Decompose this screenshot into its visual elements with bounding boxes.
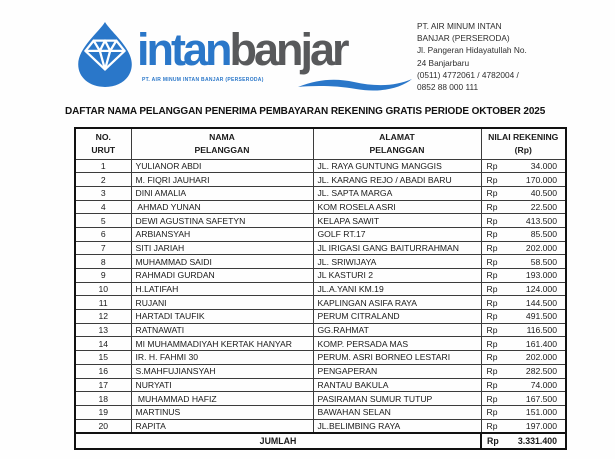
row-customer-address: BAWAHAN SELAN <box>313 405 481 419</box>
row-number: 7 <box>75 241 131 255</box>
row-customer-address: JL. RAYA GUNTUNG MANGGIS <box>313 159 481 173</box>
row-customer-address: JL KASTURI 2 <box>313 269 481 283</box>
table-header-row <box>75 128 566 159</box>
row-bill-value <box>481 200 566 214</box>
header-line: NAMA <box>209 131 235 142</box>
header-nilai-rekening <box>481 128 566 159</box>
row-number: 2 <box>75 173 131 187</box>
row-customer-address: KOMP. PERSADA MAS <box>313 337 481 351</box>
header-line: PELANGGAN <box>369 144 425 155</box>
row-customer-name: SITI JARIAH <box>131 241 313 255</box>
row-amount: 413.500 <box>525 215 557 226</box>
row-bill-value <box>481 159 566 173</box>
row-customer-name: DEWI AGUSTINA SAFETYN <box>131 214 313 228</box>
contact-line: 0852 88 000 111 <box>417 82 479 93</box>
row-bill-value <box>481 214 566 228</box>
row-currency: Rp <box>486 188 498 199</box>
row-customer-name: RATNAWATI <box>131 323 313 337</box>
row-currency: Rp <box>486 325 498 336</box>
row-customer-name: MUHAMMAD SAIDI <box>131 255 313 269</box>
row-bill-value <box>481 269 566 283</box>
row-customer-name: HARTADI TAUFIK <box>131 310 313 324</box>
total-amount: 3.331.400 <box>517 435 557 446</box>
row-currency: Rp <box>486 174 498 185</box>
row-customer-name: MI MUHAMMADIYAH KERTAK HANYAR <box>131 337 313 351</box>
customer-table <box>74 127 567 450</box>
row-currency: Rp <box>486 160 498 171</box>
row-number: 14 <box>75 337 131 351</box>
table-row <box>75 214 566 228</box>
row-amount: 34.000 <box>530 160 557 171</box>
row-amount: 491.500 <box>525 311 557 322</box>
row-currency: Rp <box>486 297 498 308</box>
row-number: 15 <box>75 351 131 365</box>
company-contact-block <box>417 20 602 93</box>
table-row <box>75 255 566 269</box>
row-currency: Rp <box>486 338 498 349</box>
row-amount: 124.000 <box>525 284 557 295</box>
row-customer-name: RAHMADI GURDAN <box>131 269 313 283</box>
row-customer-address: JL IRIGASI GANG BAITURRAHMAN <box>313 241 481 255</box>
row-number: 18 <box>75 392 131 406</box>
row-amount: 85.500 <box>530 229 557 240</box>
total-row <box>75 433 566 449</box>
table-row <box>75 241 566 255</box>
row-currency: Rp <box>486 379 498 390</box>
row-amount: 74.000 <box>530 379 557 390</box>
header-line: URUT <box>91 144 116 155</box>
row-customer-address: GG.RAHMAT <box>313 323 481 337</box>
row-customer-address: KELAPA SAWIT <box>313 214 481 228</box>
row-customer-address: GOLF RT.17 <box>313 227 481 241</box>
row-customer-address: KAPLINGAN ASIFA RAYA <box>313 296 481 310</box>
row-customer-name: IR. H. FAHMI 30 <box>131 351 313 365</box>
contact-line: (0511) 4772061 / 4782004 / <box>417 69 519 80</box>
wave-swoosh-icon <box>296 76 414 92</box>
row-amount: 202.000 <box>525 352 557 363</box>
table-row <box>75 200 566 214</box>
row-amount: 22.500 <box>530 201 557 212</box>
row-number: 6 <box>75 227 131 241</box>
row-customer-address: RANTAU BAKULA <box>313 378 481 392</box>
header-line: ALAMAT <box>379 131 415 142</box>
row-amount: 193.000 <box>525 270 557 281</box>
row-amount: 116.500 <box>526 325 557 336</box>
row-customer-name: RUJANI <box>131 296 313 310</box>
row-number: 5 <box>75 214 131 228</box>
header-line: NO. <box>95 131 111 142</box>
logo-wordmark <box>137 24 347 75</box>
row-bill-value <box>481 419 566 433</box>
row-currency: Rp <box>486 311 498 322</box>
water-drop-diamond-icon <box>72 20 138 88</box>
contact-line: BANJAR (PERSERODA) <box>417 33 510 44</box>
logo-tagline: PT. AIR MINUM INTAN BANJAR (PERSERODA) <box>142 77 264 83</box>
row-bill-value <box>481 378 566 392</box>
logo-word-banjar: banjar <box>229 24 347 75</box>
row-customer-name: DINI AMALIA <box>131 186 313 200</box>
row-currency: Rp <box>486 201 498 212</box>
total-label: JUMLAH <box>75 433 481 449</box>
row-number: 3 <box>75 186 131 200</box>
row-bill-value <box>481 282 566 296</box>
row-amount: 202.000 <box>525 242 557 253</box>
row-number: 16 <box>75 364 131 378</box>
row-customer-name: ARBIANSYAH <box>131 227 313 241</box>
contact-line: 24 Banjarbaru <box>417 57 470 68</box>
row-amount: 167.500 <box>525 393 557 404</box>
row-number: 9 <box>75 269 131 283</box>
table-row <box>75 159 566 173</box>
table-row <box>75 419 566 433</box>
row-amount: 151.000 <box>525 407 557 418</box>
row-number: 19 <box>75 405 131 419</box>
row-currency: Rp <box>486 407 498 418</box>
row-currency: Rp <box>486 393 498 404</box>
table-row <box>75 310 566 324</box>
row-number: 17 <box>75 378 131 392</box>
row-currency: Rp <box>486 420 498 431</box>
table-row <box>75 296 566 310</box>
row-customer-name: YULIANOR ABDI <box>131 159 313 173</box>
table-row <box>75 186 566 200</box>
header-line: PELANGGAN <box>194 144 250 155</box>
row-amount: 161.400 <box>525 338 557 349</box>
row-customer-name: MARTINUS <box>131 405 313 419</box>
row-amount: 40.500 <box>530 188 557 199</box>
row-amount: 58.500 <box>530 256 557 267</box>
row-customer-name: NURYATI <box>131 378 313 392</box>
table-row <box>75 269 566 283</box>
row-bill-value <box>481 364 566 378</box>
row-number: 1 <box>75 159 131 173</box>
row-customer-address: JL.A.YANI KM.19 <box>313 282 481 296</box>
row-currency: Rp <box>486 242 498 253</box>
row-currency: Rp <box>486 352 498 363</box>
row-number: 20 <box>75 419 131 433</box>
row-customer-address: JL.BELIMBING RAYA <box>313 419 481 433</box>
table-row <box>75 337 566 351</box>
table-row <box>75 323 566 337</box>
row-customer-address: JL. SAPTA MARGA <box>313 186 481 200</box>
row-bill-value <box>481 255 566 269</box>
row-number: 10 <box>75 282 131 296</box>
row-bill-value <box>481 227 566 241</box>
row-number: 12 <box>75 310 131 324</box>
row-customer-name: S.MAHFUJIANSYAH <box>131 364 313 378</box>
contact-line: PT. AIR MINUM INTAN <box>417 21 502 31</box>
total-currency: Rp <box>487 435 499 446</box>
row-customer-name: RAPITA <box>131 419 313 433</box>
row-currency: Rp <box>486 366 498 377</box>
row-currency: Rp <box>486 256 498 267</box>
row-number: 11 <box>75 296 131 310</box>
row-customer-address: PERUM CITRALAND <box>313 310 481 324</box>
row-bill-value <box>481 351 566 365</box>
row-customer-address: PERUM. ASRI BORNEO LESTARI <box>313 351 481 365</box>
logo-word-intan: intan <box>137 24 230 75</box>
row-customer-address: KOM ROSELA ASRI <box>313 200 481 214</box>
total-value-cell <box>481 433 566 449</box>
row-currency: Rp <box>486 284 498 295</box>
row-customer-address: JL. KARANG REJO / ABADI BARU <box>313 173 481 187</box>
row-bill-value <box>481 310 566 324</box>
row-amount: 282.500 <box>525 366 557 377</box>
row-customer-name: MUHAMMAD HAFIZ <box>131 392 313 406</box>
row-bill-value <box>481 405 566 419</box>
table-row <box>75 173 566 187</box>
document-title: DAFTAR NAMA PELANGGAN PENERIMA PEMBAYARAN REKENING GRATIS PERIODE OKTOBER 2025 <box>65 106 546 117</box>
row-currency: Rp <box>486 215 498 226</box>
row-bill-value <box>481 173 566 187</box>
header-line: (Rp) <box>514 144 532 155</box>
row-customer-name: M. FIQRI JAUHARI <box>131 173 313 187</box>
row-bill-value <box>481 186 566 200</box>
header-alamat-pelanggan <box>313 128 481 159</box>
row-customer-address: PENGAPERAN <box>313 364 481 378</box>
header-line: NILAI REKENING <box>488 131 559 142</box>
row-customer-address: PASIRAMAN SUMUR TUTUP <box>313 392 481 406</box>
row-amount: 144.500 <box>525 297 557 308</box>
row-number: 4 <box>75 200 131 214</box>
row-customer-name: AHMAD YUNAN <box>131 200 313 214</box>
row-customer-address: JL. SRIWIJAYA <box>313 255 481 269</box>
row-number: 13 <box>75 323 131 337</box>
table-row <box>75 392 566 406</box>
row-bill-value <box>481 296 566 310</box>
header-nama-pelanggan <box>131 128 313 159</box>
row-currency: Rp <box>486 270 498 281</box>
row-bill-value <box>481 392 566 406</box>
header-no-urut <box>75 128 131 159</box>
row-customer-name: H.LATIFAH <box>131 282 313 296</box>
row-amount: 197.000 <box>525 420 557 431</box>
contact-line: Jl. Pangeran Hidayatullah No. <box>417 45 527 56</box>
table-row <box>75 227 566 241</box>
row-bill-value <box>481 323 566 337</box>
table-row <box>75 351 566 365</box>
table-row <box>75 405 566 419</box>
customer-table-wrap <box>74 127 565 450</box>
row-bill-value <box>481 337 566 351</box>
table-row <box>75 364 566 378</box>
row-number: 8 <box>75 255 131 269</box>
table-row <box>75 282 566 296</box>
row-bill-value <box>481 241 566 255</box>
row-amount: 170.000 <box>525 174 557 185</box>
table-row <box>75 378 566 392</box>
row-currency: Rp <box>486 229 498 240</box>
